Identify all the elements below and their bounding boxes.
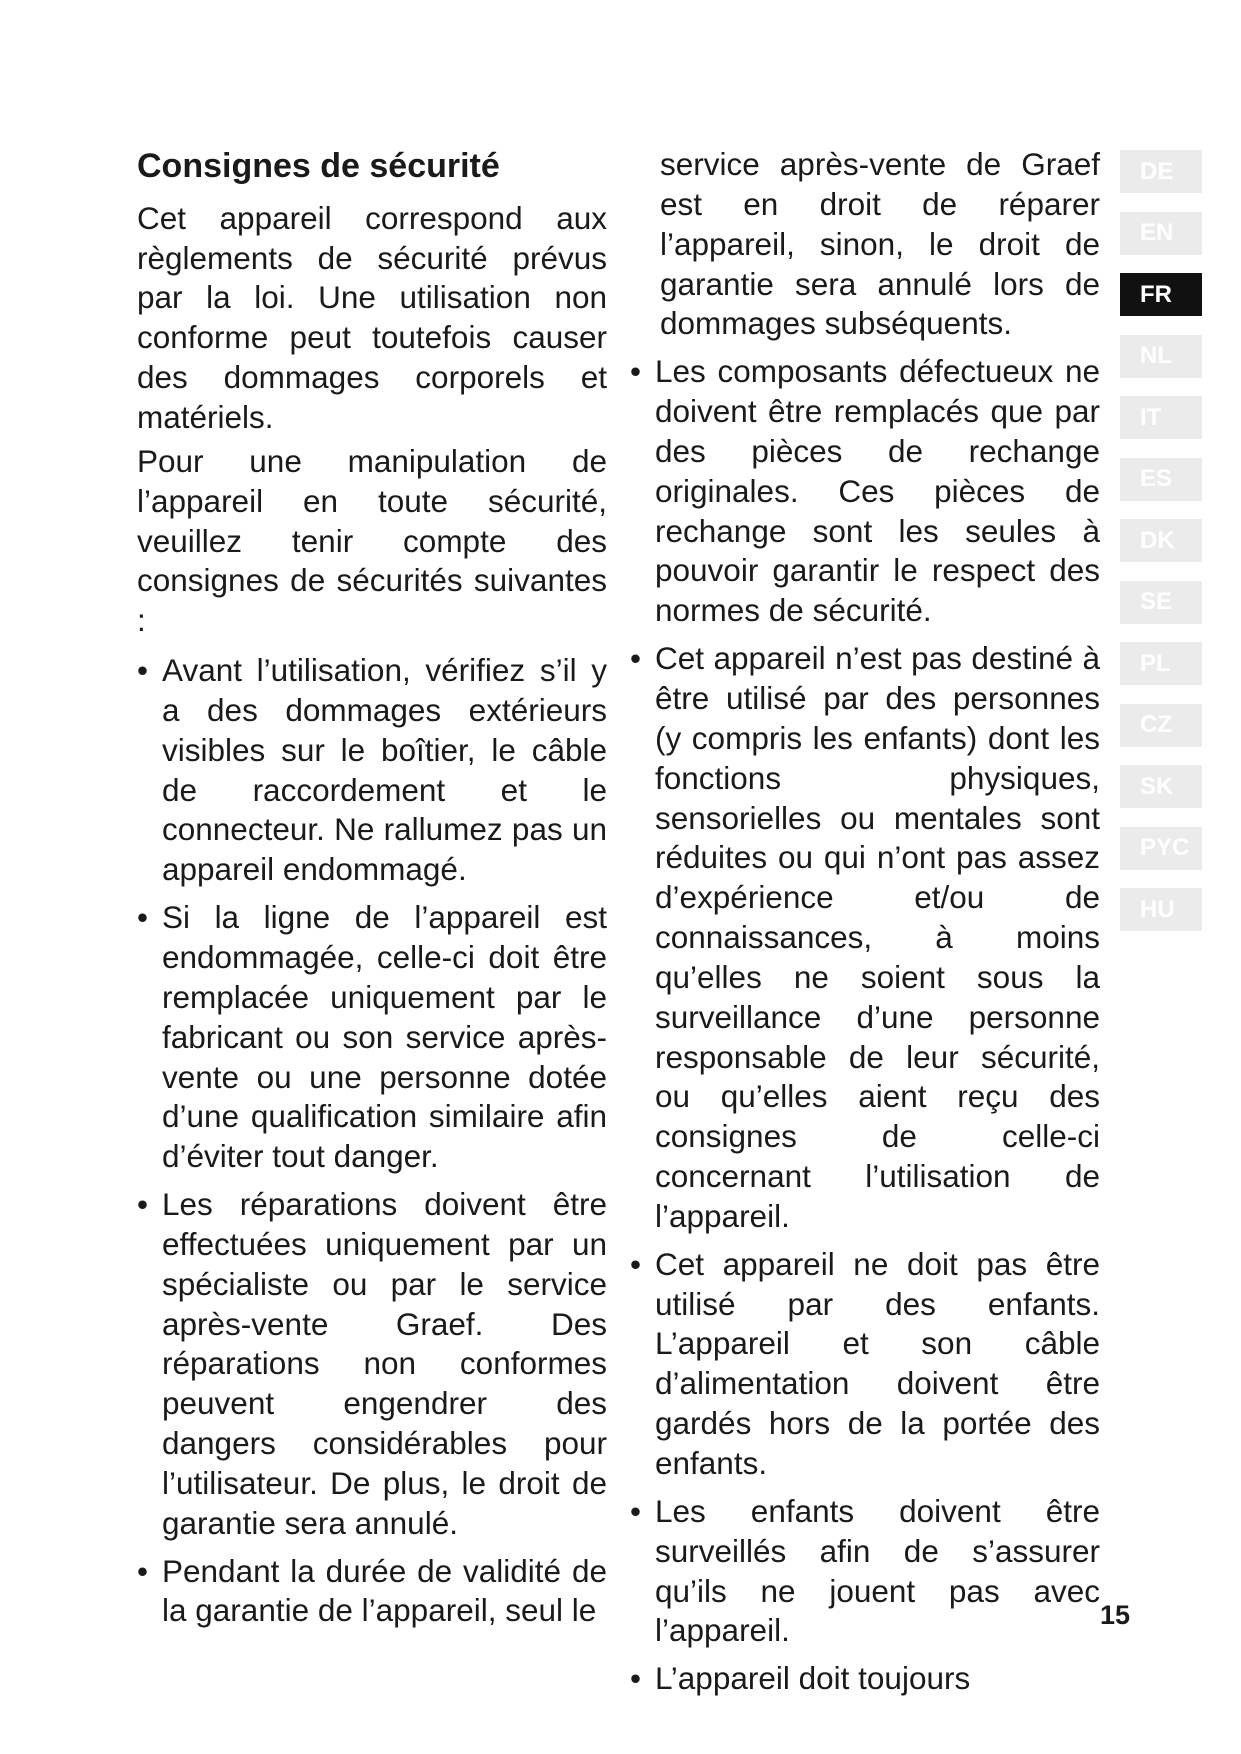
language-tab-de[interactable]: DE: [1120, 150, 1202, 193]
language-tab-cz[interactable]: CZ: [1120, 704, 1202, 747]
intro-paragraph: Cet appareil correspond aux règlements de sécurité prévus par la loi. Une utilisation non conforme peut toutefois causer des dommages corporels et matériels.: [137, 199, 607, 436]
left-column: [137, 140, 607, 1639]
language-tab-nl[interactable]: NL: [1120, 335, 1202, 378]
language-tab-en[interactable]: EN: [1120, 212, 1202, 255]
language-tab-hu[interactable]: HU: [1120, 888, 1202, 931]
safety-bullet: • Pendant la durée de validité de la garantie de l’appareil, seul le: [137, 1552, 607, 1632]
language-tab-pyc[interactable]: PYC: [1120, 827, 1202, 870]
language-tab-pl[interactable]: PL: [1120, 642, 1202, 685]
safety-bullet: • Les enfants doivent être surveillés afin de s’assurer qu’ils ne jouent pas avec l’appareil.: [630, 1492, 1100, 1651]
language-tab-dk[interactable]: DK: [1120, 519, 1202, 562]
language-tab-es[interactable]: ES: [1120, 458, 1202, 501]
intro-paragraph: Pour une manipulation de l’appareil en toute sécurité, veuillez tenir compte des consignes de sécurités suivantes :: [137, 442, 607, 639]
safety-bullet: • Les composants défectueux ne doivent être remplacés que par des pièces de rechange originales. Ces pièces de rechange sont les seules à pouvoir garantir le respect des normes de sécurité.: [630, 352, 1100, 631]
safety-bullet: • Cet appareil ne doit pas être utilisé par des enfants. L’appareil et son câble d’alimentation doivent être gardés hors de la portée des enfants.: [630, 1245, 1100, 1484]
language-tab-strip: [1120, 150, 1202, 950]
section-heading: Consignes de sécurité: [137, 147, 500, 185]
safety-bullet: • Cet appareil n’est pas destiné à être utilisé par des personnes (y compris les enfants) dont les fonctions physiques, sensorielles ou mentales sont réduites ou qui n’ont pas assez d’expérience et/ou de connaissances, à moins qu’elles ne soient sous la surveillance d’une personne responsable de leur sécurité, ou qu’elles aient reçu des consignes de celle-ci concernant l’utilisation de l’appareil.: [630, 639, 1100, 1237]
language-tab-fr[interactable]: FR: [1120, 273, 1202, 316]
right-column: [630, 145, 1100, 1707]
language-tab-sk[interactable]: SK: [1120, 765, 1202, 808]
bullet-continuation: service après-vente de Graef est en droit de réparer l’appareil, sinon, le droit de garantie sera annulé lors de dommages subséquents.: [660, 146, 1100, 342]
safety-bullet: • Avant l’utilisation, vérifiez s’il y a des dommages extérieurs visibles sur le boîtier, le câble de raccordement et le connecteur. Ne rallumez pas un appareil endommagé.: [137, 651, 607, 890]
language-tab-it[interactable]: IT: [1120, 396, 1202, 439]
page-number: 15: [1099, 1600, 1130, 1630]
safety-bullet: • L’appareil doit toujours: [630, 1659, 1100, 1699]
language-tab-se[interactable]: SE: [1120, 581, 1202, 624]
safety-bullet: • Les réparations doivent être effectuées uniquement par un spécialiste ou par le service après-vente Graef. Des réparations non conformes peuvent engendrer des dangers considérables pour l’utilisateur. De plus, le droit de garantie sera annulé.: [137, 1185, 607, 1544]
safety-bullet: • Si la ligne de l’appareil est endommagée, celle-ci doit être remplacée uniquement par le fabricant ou son service après-vente ou une personne dotée d’une qualification similaire afin d’éviter tout danger.: [137, 898, 607, 1177]
